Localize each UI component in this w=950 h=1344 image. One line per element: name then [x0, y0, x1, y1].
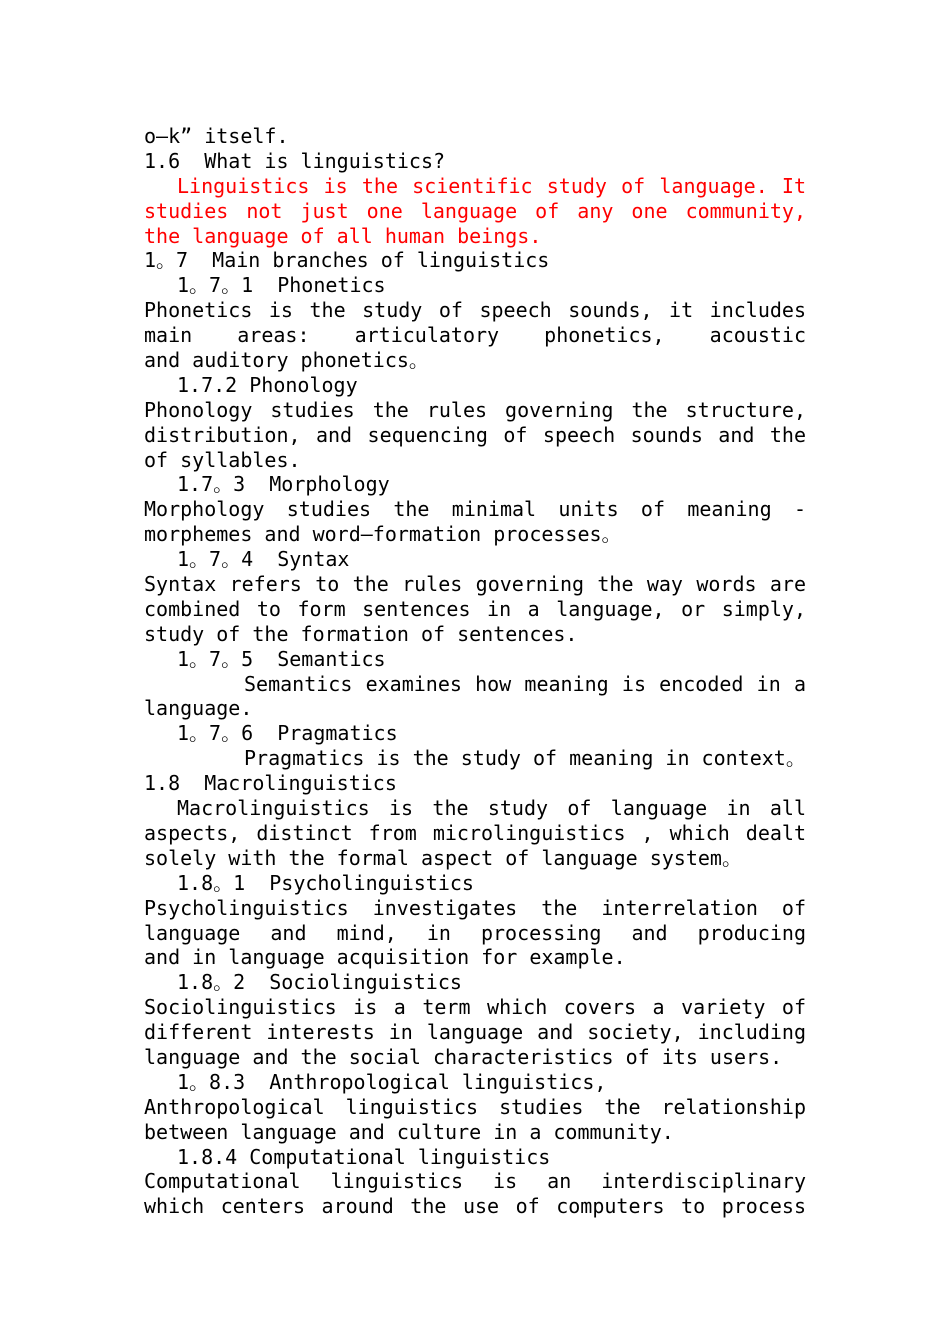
text-line: Syntax refers to the rules governing the way words are: [144, 572, 806, 597]
text-line: 1.7.2 Phonology: [177, 372, 358, 397]
text-line: language.: [144, 696, 253, 721]
text-line: combined to form sentences in a language, or simply,: [144, 596, 806, 621]
text-line: Linguistics is the scientific study of language. It: [177, 173, 806, 198]
text-line: 1。8.3 Anthropological linguistics,: [177, 1069, 607, 1094]
text-line: Sociolinguistics is a term which covers a variety of: [144, 995, 806, 1020]
text-line: 1.7。3 Morphology: [177, 472, 390, 497]
text-line: 1.8。1 Psycholinguistics: [177, 870, 474, 895]
text-line: 1.8。2 Sociolinguistics: [177, 970, 462, 995]
text-line: study of the formation of sentences.: [144, 621, 578, 646]
text-line: Anthropological linguistics studies the relationship: [144, 1094, 806, 1119]
text-line: Pragmatics is the study of meaning in context。: [244, 746, 806, 771]
text-line: different interests in language and society, including: [144, 1020, 806, 1045]
text-line: 1.8.4 Computational linguistics: [177, 1144, 551, 1169]
text-line: 1。7。6 Pragmatics: [177, 721, 398, 746]
text-line: and in language acquisition for example.: [144, 945, 626, 970]
text-line: 1。7。1 Phonetics: [177, 273, 386, 298]
text-line: the language of all human beings.: [144, 223, 542, 248]
document-body: [144, 124, 806, 1219]
text-line: of syllables.: [144, 447, 301, 472]
text-line: Macrolinguistics is the study of language in all: [177, 796, 806, 821]
text-line: Phonology studies the rules governing the structure,: [144, 397, 806, 422]
text-line: Semantics examines how meaning is encoded in a: [244, 671, 806, 696]
document-page: [144, 124, 806, 1219]
text-line: Computational linguistics is an interdisciplinary: [144, 1169, 806, 1194]
text-line: Phonetics is the study of speech sounds, it includes: [144, 298, 806, 323]
text-line: between language and culture in a community.: [144, 1119, 674, 1144]
text-line: Morphology studies the minimal units of meaning -: [144, 497, 806, 522]
text-line: 1。7。5 Semantics: [177, 646, 386, 671]
text-line: o—k” itself.: [144, 124, 289, 148]
text-line: morphemes and word—formation processes。: [144, 522, 622, 547]
text-line: main areas: articulatory phonetics, acoustic: [144, 323, 806, 348]
text-line: Psycholinguistics investigates the interrelation of: [144, 895, 806, 920]
text-line: and auditory phonetics。: [144, 348, 429, 373]
text-line: language and mind, in processing and producing: [144, 920, 806, 945]
text-line: aspects, distinct from microlinguistics , which dealt: [144, 820, 806, 845]
text-line: solely with the formal aspect of language system。: [144, 845, 742, 870]
text-line: 1。7 Main branches of linguistics: [144, 248, 550, 273]
text-line: distribution, and sequencing of speech sounds and the: [144, 422, 806, 447]
text-line: 1.8 Macrolinguistics: [144, 771, 397, 796]
text-line: language and the social characteristics of its users.: [144, 1044, 783, 1069]
text-line: studies not just one language of any one community,: [144, 198, 806, 223]
text-line: which centers around the use of computers to process: [144, 1194, 806, 1219]
text-line: 1。7。4 Syntax: [177, 547, 350, 572]
text-line: 1.6 What is linguistics?: [144, 148, 446, 173]
